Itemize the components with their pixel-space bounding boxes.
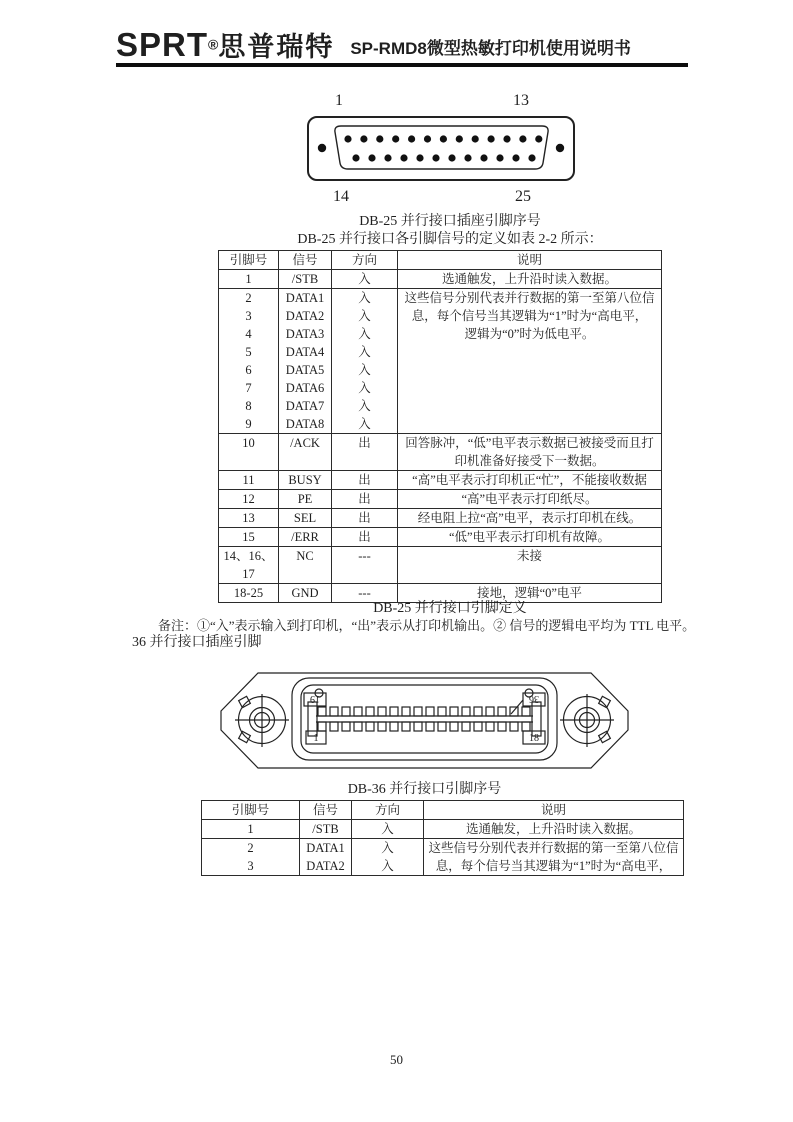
db25-pin-cell	[219, 490, 279, 509]
db25-dir-cell-line: 入	[358, 381, 371, 395]
db25-desc-cell-line: “高”电平表示打印机正“忙”，不能接收数据	[412, 473, 647, 487]
db36-signal-cell-line: DATA1	[306, 841, 345, 855]
db25-desc-cell	[398, 509, 662, 528]
registered-mark-icon: ®	[208, 36, 219, 53]
db25-pin-cell-line: 10	[242, 436, 255, 450]
db25-header-cell: 方向	[332, 251, 398, 270]
db36-pin-label-bottom-left: 1	[313, 733, 319, 744]
db25-dir-cell-line: 入	[358, 399, 371, 413]
db36-header-cell: 引脚号	[202, 801, 300, 820]
db36-pin-table	[201, 800, 684, 876]
db36-pin-cell	[202, 820, 300, 839]
db25-dir-cell	[332, 547, 398, 584]
document-title: SP-RMD8微型热敏打印机使用说明书	[350, 39, 631, 58]
db25-row-group	[219, 547, 662, 584]
db25-dir-cell-line: 出	[358, 473, 371, 487]
db25-dir-cell-line: ---	[358, 586, 371, 600]
db25-pin-cell-line: 6	[245, 363, 252, 377]
db25-pin-cell-line: 12	[242, 492, 255, 506]
db25-figure-caption: DB-25 并行接口插座引脚序号	[359, 214, 541, 229]
db25-signal-cell	[279, 547, 332, 584]
db36-desc-cell-line: 这些信号分别代表并行数据的第一至第八位信	[428, 841, 679, 855]
db25-signal-cell-line: BUSY	[288, 473, 322, 487]
db25-table-caption: DB-25 并行接口引脚定义	[373, 601, 527, 616]
db25-desc-cell	[398, 471, 662, 490]
db25-desc-cell-line: 印机准备好接受下一数据。	[454, 454, 605, 468]
db25-pin-cell-line: 13	[242, 511, 255, 525]
db25-pin-cell	[219, 270, 279, 289]
db25-dir-cell-line: 入	[358, 417, 371, 431]
db36-right-screw-post	[560, 694, 614, 747]
db25-pin-table	[218, 250, 662, 603]
db25-row-group	[219, 490, 662, 509]
db36-left-screw-post	[235, 694, 289, 747]
db36-pin-cell	[202, 839, 300, 876]
db36-desc-cell-line: 选通触发，上升沿时读入数据。	[465, 822, 641, 836]
db25-header-cell: 信号	[279, 251, 332, 270]
db25-dir-cell-line: 入	[358, 272, 371, 286]
page-number: 50	[390, 1052, 403, 1067]
db25-pin-cell	[219, 509, 279, 528]
db25-signal-cell-line: DATA3	[285, 327, 325, 341]
db25-pin-cell	[219, 289, 279, 434]
db25-shell	[308, 117, 574, 180]
db36-table-header-row	[202, 801, 684, 820]
db25-dir-cell-line: 入	[358, 309, 371, 323]
db25-signal-cell-line: /ERR	[291, 530, 319, 544]
db25-desc-cell-line: 经电阻上拉“高”电平，表示打印机在线。	[417, 511, 642, 525]
db25-dir-cell	[332, 289, 398, 434]
db25-table-intro: DB-25 并行接口各引脚信号的定义如表 2-2 所示：	[297, 232, 603, 247]
db25-desc-cell-line: 这些信号分别代表并行数据的第一至第八位信	[404, 291, 655, 305]
db25-connector-figure	[295, 92, 587, 212]
db25-pin-dots	[344, 135, 542, 161]
section-36-title: 36 并行接口插座引脚	[132, 635, 262, 650]
db25-signal-cell-line: /ACK	[290, 436, 320, 450]
db25-dir-cell	[332, 270, 398, 289]
db36-center-connector	[292, 678, 557, 760]
db25-desc-cell-line: 接地，逻辑“0”电平	[477, 586, 582, 600]
db25-signal-cell-line: DATA5	[285, 363, 325, 377]
db36-desc-cell-line: 息，每个信号当其逻辑为“1”时为“高电平，	[435, 859, 672, 873]
db25-signal-cell-line: SEL	[293, 511, 317, 525]
db25-desc-cell-line: 回答脉冲，“低”电平表示数据已被接受而且打	[405, 436, 654, 450]
db36-signal-cell-line: /STB	[312, 822, 339, 836]
db25-pin-label-bottom-right: 25	[515, 188, 531, 205]
notes-line: 备注：①“入”表示输入到打印机，“出”表示从打印机输出。② 信号的逻辑电平均为 TTL 电平。	[158, 618, 696, 633]
db25-dir-cell-line: 入	[358, 327, 371, 341]
db25-pin-cell-line: 1	[245, 272, 252, 286]
db36-pin-teeth-top	[318, 707, 530, 716]
db25-signal-cell	[279, 490, 332, 509]
db25-pin-cell-line: 5	[245, 345, 252, 359]
db36-dir-cell	[352, 839, 424, 876]
db36-dir-cell-line: 入	[381, 841, 394, 855]
db36-row-group	[202, 839, 684, 876]
db25-desc-cell-line: 逻辑为“0”时为低电平。	[464, 327, 595, 341]
db36-desc-cell	[424, 820, 684, 839]
db25-row-group	[219, 270, 662, 289]
db25-dir-cell-line: 入	[358, 363, 371, 377]
db25-pin-cell	[219, 471, 279, 490]
db25-table-header-row	[219, 251, 662, 270]
db25-header-cell: 说明	[398, 251, 662, 270]
brand-logo-latin: SPRT	[116, 26, 209, 63]
db25-desc-cell-line: 选通触发，上升沿时读入数据。	[441, 272, 617, 286]
db25-pin-cell-line: 15	[242, 530, 255, 544]
db36-header-cell: 方向	[352, 801, 424, 820]
brand-logo	[116, 28, 334, 61]
db36-signal-cell-line: DATA2	[306, 859, 345, 873]
db25-desc-cell	[398, 490, 662, 509]
db36-pin-cell-line: 2	[247, 841, 254, 855]
db25-row-group	[219, 528, 662, 547]
db25-signal-cell-line: PE	[297, 492, 313, 506]
db36-pin-teeth-bottom	[318, 722, 530, 731]
db25-desc-cell	[398, 547, 662, 584]
db36-connector-figure	[218, 668, 631, 771]
db25-dir-cell	[332, 471, 398, 490]
db36-connector-diagram	[218, 668, 631, 771]
db25-pin-label-top-left: 1	[335, 92, 343, 109]
db36-row-group	[202, 820, 684, 839]
db25-signal-cell-line: NC	[296, 549, 314, 563]
db25-signal-cell-line: /STB	[291, 272, 319, 286]
db25-desc-cell-line: “高”电平表示打印纸尽。	[461, 492, 598, 506]
page-header	[116, 28, 688, 67]
db36-header-cell: 说明	[424, 801, 684, 820]
db25-row-group	[219, 434, 662, 471]
db36-dir-cell-line: 入	[381, 859, 394, 873]
db36-signal-cell	[300, 839, 352, 876]
db25-pin-cell	[219, 528, 279, 547]
db25-pin-cell-line: 17	[242, 567, 255, 581]
db25-desc-cell	[398, 289, 662, 434]
db25-dir-cell-line: 出	[358, 530, 371, 544]
db25-signal-cell-line: DATA4	[285, 345, 325, 359]
db25-signal-cell	[279, 509, 332, 528]
db25-signal-cell-line: DATA2	[285, 309, 325, 323]
db25-pin-cell-line: 4	[245, 327, 252, 341]
db25-signal-cell	[279, 528, 332, 547]
db25-desc-cell	[398, 528, 662, 547]
db25-pin-cell-line: 7	[245, 381, 252, 395]
db25-header-cell: 引脚号	[219, 251, 279, 270]
db25-signal-cell-line: DATA6	[285, 381, 325, 395]
db36-pin-cell-line: 1	[247, 822, 254, 836]
db25-dir-cell-line: 出	[358, 436, 371, 450]
brand-logo-chinese: 思普瑞特	[218, 32, 335, 62]
db25-pin-cell-line: 11	[242, 473, 255, 487]
db25-desc-cell-line: “低”电平表示打印机有故障。	[448, 530, 611, 544]
db25-pin-cell-line: 2	[245, 291, 252, 305]
db25-signal-cell-line: DATA8	[285, 417, 325, 431]
db36-pin-label-top-left: 19	[310, 693, 320, 704]
db25-desc-cell-line: 息，每个信号当其逻辑为“1”时为“高电平，	[411, 309, 648, 323]
db25-row-group	[219, 471, 662, 490]
db25-pin-cell-line: 18-25	[233, 586, 264, 600]
db25-desc-cell-line: 未接	[516, 549, 542, 563]
db36-signal-cell	[300, 820, 352, 839]
db36-desc-cell	[424, 839, 684, 876]
db25-dir-cell-line: 出	[358, 511, 371, 525]
db25-pin-cell-line: 3	[245, 309, 252, 323]
db25-dir-cell-line: 入	[358, 291, 371, 305]
db25-pin-cell-line: 14、16、	[223, 549, 274, 563]
db25-pin-cell	[219, 547, 279, 584]
db25-signal-cell	[279, 289, 332, 434]
db25-connector-diagram	[295, 114, 587, 184]
db25-desc-cell	[398, 434, 662, 471]
db25-signal-cell	[279, 434, 332, 471]
db25-row-group	[219, 289, 662, 434]
db36-pin-label-boxes	[304, 693, 545, 744]
db36-dir-cell-line: 入	[381, 822, 394, 836]
db25-signal-cell	[279, 471, 332, 490]
db25-dir-cell	[332, 490, 398, 509]
db36-figure-caption: DB-36 并行接口引脚序号	[347, 782, 502, 797]
db25-signal-cell	[279, 270, 332, 289]
db25-dir-cell-line: ---	[358, 549, 371, 563]
db36-pin-label-top-right: 36	[529, 693, 539, 704]
db36-pin-cell-line: 3	[247, 859, 254, 873]
db25-pin-cell-line: 8	[245, 399, 252, 413]
db25-pin-cell	[219, 434, 279, 471]
db25-pin-label-top-right: 13	[513, 92, 529, 109]
db25-dir-cell	[332, 528, 398, 547]
db36-pin-label-bottom-right: 18	[529, 733, 539, 744]
db25-signal-cell-line: GND	[291, 586, 319, 600]
db25-signal-cell-line: DATA1	[285, 291, 325, 305]
db25-dir-cell	[332, 509, 398, 528]
db36-header-cell: 信号	[300, 801, 352, 820]
db25-row-group	[219, 509, 662, 528]
db25-desc-cell	[398, 270, 662, 289]
db36-dir-cell	[352, 820, 424, 839]
db25-pin-cell-line: 9	[245, 417, 252, 431]
db25-pin-label-bottom-left: 14	[333, 188, 349, 205]
db25-dir-cell-line: 出	[358, 492, 371, 506]
db25-dir-cell	[332, 434, 398, 471]
db25-dir-cell-line: 入	[358, 345, 371, 359]
db25-signal-cell-line: DATA7	[285, 399, 325, 413]
